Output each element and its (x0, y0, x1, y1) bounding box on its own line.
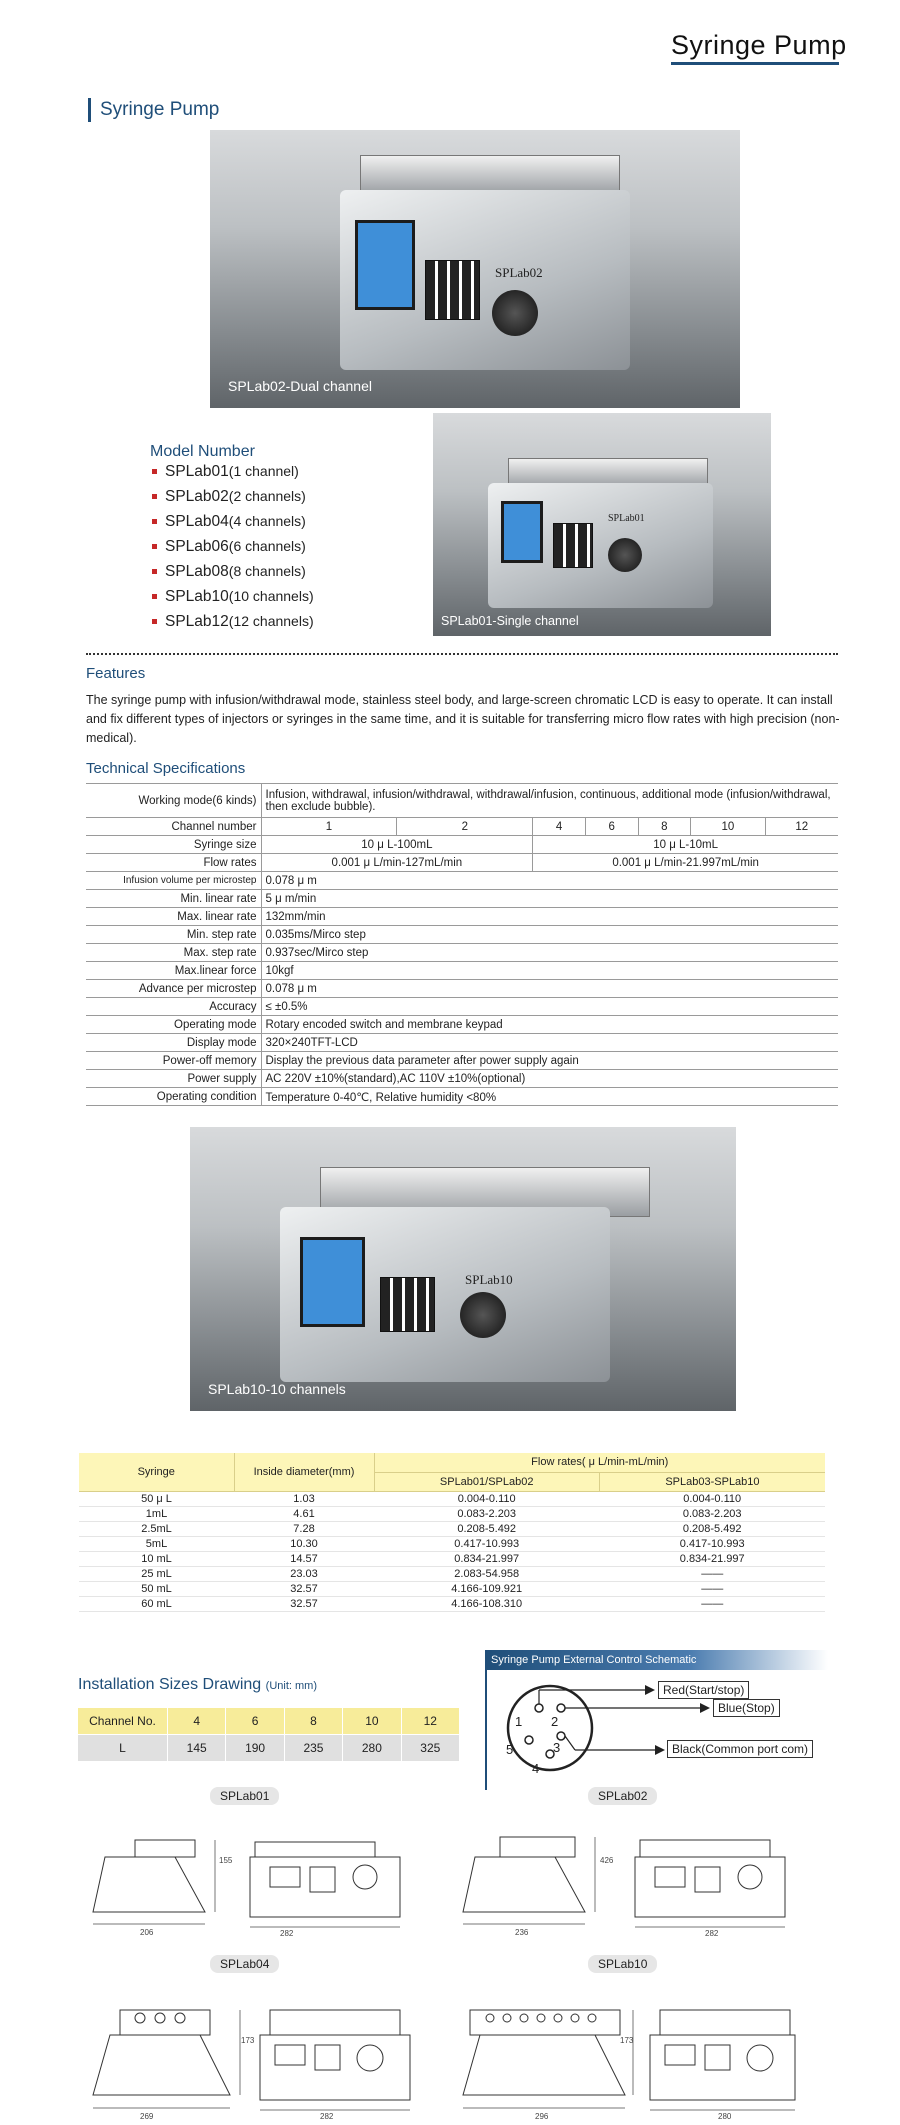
dimension-label: 206 (140, 1928, 154, 1937)
table-row: Power-off memory Display the previous data parameter after power supply again (86, 1052, 838, 1070)
table-row: Max. step rate 0.937sec/Mirco step (86, 944, 838, 962)
bullet-icon (152, 469, 157, 474)
drawing-splab04 (85, 1980, 420, 2120)
dimension-label: 426 (600, 1856, 614, 1865)
table-row: 60 mL 32.57 4.166-108.310 —— (79, 1596, 825, 1611)
pin-label: 4 (532, 1761, 540, 1776)
dotted-separator (86, 653, 838, 655)
lcd-screen (300, 1237, 365, 1327)
model-item: SPLab10(10 channels) (152, 588, 314, 606)
table-row: Min. step rate 0.035ms/Mirco step (86, 926, 838, 944)
lcd-screen (501, 501, 543, 563)
photo-single-channel (433, 413, 771, 636)
table-row: Operating mode Rotary encoded switch and membrane keypad (86, 1016, 838, 1034)
tech-specs-table (86, 783, 838, 1106)
pin-label: 2 (551, 1714, 559, 1729)
features-title: Features (86, 665, 146, 682)
table-row: Display mode 320×240TFT-LCD (86, 1034, 838, 1052)
title-underline (671, 62, 839, 65)
features-text: The syringe pump with infusion/withdrawal mode, stainless steel body, and large-screen chromatic LCD is easy to operate. It can install and fix different types of injectors or syringes in the same time, and it is suitable for transferring micro flow rates with high precision (non-medical). (86, 693, 840, 745)
table-row: Flow rates 0.001 μ L/min-127mL/min 0.001 μ L/min-21.997mL/min (86, 854, 838, 872)
installation-table (77, 1707, 460, 1762)
pin-label: 1 (515, 1714, 523, 1729)
page-title: Syringe Pump (671, 30, 847, 60)
device-brand: SPLab10 (465, 1272, 513, 1287)
section-bar (88, 98, 91, 122)
table-row: Power supply AC 220V ±10%(standard),AC 110V ±10%(optional) (86, 1070, 838, 1088)
table-row: Accuracy ≤ ±0.5% (86, 998, 838, 1016)
model-number-title: Model Number (150, 443, 255, 460)
photo-caption: SPLab01-Single channel (441, 614, 579, 628)
drawing-model-label: SPLab04 (210, 1955, 279, 1973)
table-row: Advance per microstep 0.078 μ m (86, 980, 838, 998)
bullet-icon (152, 519, 157, 524)
knob (608, 538, 642, 572)
dimension-label: 280 (718, 2112, 732, 2121)
wire-label-black: Black(Common port com) (667, 1740, 813, 1758)
dimension-label: 282 (280, 1929, 294, 1938)
dimension-label: 236 (515, 1928, 529, 1937)
flow-rate-table (79, 1453, 825, 1612)
drawing-model-label: SPLab01 (210, 1787, 279, 1805)
knob (492, 290, 538, 336)
photo-dual-channel (210, 130, 740, 408)
model-item: SPLab01(1 channel) (152, 463, 299, 481)
table-row: 1mL 4.61 0.083-2.203 0.083-2.203 (79, 1506, 825, 1521)
photo-caption: SPLab02-Dual channel (228, 378, 372, 394)
table-row: 5mL 10.30 0.417-10.993 0.417-10.993 (79, 1536, 825, 1551)
table-row: Infusion volume per microstep 0.078 μ m (86, 872, 838, 890)
dimension-label: 155 (219, 1856, 233, 1865)
table-row: 10 mL 14.57 0.834-21.997 0.834-21.997 (79, 1551, 825, 1566)
dimension-label: 282 (705, 1929, 719, 1938)
table-row: Working mode(6 kinds) Infusion, withdrawal, infusion/withdrawal, withdrawal/infusion, continuous, additional mode (infusion/withdrawal, then exclude bubble). (86, 784, 838, 818)
pin-label: 5 (506, 1742, 514, 1757)
dimension-label: 296 (535, 2112, 549, 2121)
keypad (380, 1277, 435, 1332)
bullet-icon (152, 494, 157, 499)
model-item: SPLab06(6 channels) (152, 538, 306, 556)
table-row: Min. linear rate 5 μ m/min (86, 890, 838, 908)
installation-title: Installation Sizes Drawing (Unit: mm) (78, 1676, 317, 1693)
knob (460, 1292, 506, 1338)
model-item: SPLab02(2 channels) (152, 488, 306, 506)
wire-label-blue: Blue(Stop) (713, 1699, 780, 1717)
dimension-label: 269 (140, 2112, 154, 2121)
bullet-icon (152, 594, 157, 599)
section-title: Syringe Pump (100, 99, 220, 120)
bullet-icon (152, 544, 157, 549)
syringe-rail (360, 155, 620, 195)
table-row: Channel number 1 2 4 6 8 10 12 (86, 818, 838, 836)
model-item: SPLab08(8 channels) (152, 563, 306, 581)
bullet-icon (152, 569, 157, 574)
dimension-label: 173 (241, 2036, 255, 2045)
table-row: Max.linear force 10kgf (86, 962, 838, 980)
photo-caption: SPLab10-10 channels (208, 1381, 346, 1397)
table-header-row: SPLab01/SPLab02 SPLab03-SPLab10 (79, 1472, 825, 1491)
photo-ten-channels (190, 1127, 736, 1411)
wire-label-red: Red(Start/stop) (658, 1681, 749, 1699)
table-row: Syringe size 10 μ L-100mL 10 μ L-10mL (86, 836, 838, 854)
keypad (425, 260, 480, 320)
model-item: SPLab12(12 channels) (152, 613, 314, 631)
tech-specs-title: Technical Specifications (86, 760, 246, 777)
device-brand: SPLab02 (495, 265, 543, 280)
table-row: Operating condition Temperature 0-40℃, Relative humidity <80% (86, 1088, 838, 1106)
keypad (553, 523, 593, 568)
model-item: SPLab04(4 channels) (152, 513, 306, 531)
table-header-row: Channel No. 4 6 8 10 12 (78, 1708, 460, 1735)
drawing-splab10 (455, 1980, 810, 2120)
table-row: 50 μ L 1.03 0.004-0.110 0.004-0.110 (79, 1491, 825, 1506)
table-row: L 145 190 235 280 325 (78, 1735, 460, 1762)
dimension-label: 173 (620, 2036, 634, 2045)
schematic-title: Syringe Pump External Control Schematic (485, 1650, 828, 1670)
pin-label: 3 (553, 1740, 561, 1755)
drawing-model-label: SPLab10 (588, 1955, 657, 1973)
drawing-model-label: SPLab02 (588, 1787, 657, 1805)
device-brand: SPLab01 (608, 513, 645, 524)
drawing-splab02 (455, 1812, 805, 1937)
table-row: 50 mL 32.57 4.166-109.921 —— (79, 1581, 825, 1596)
table-header-row: Syringe Inside diameter(mm) Flow rates( μ L/min-mL/min) (79, 1453, 825, 1472)
lcd-screen (355, 220, 415, 310)
bullet-icon (152, 619, 157, 624)
table-row: Max. linear rate 132mm/min (86, 908, 838, 926)
table-row: 2.5mL 7.28 0.208-5.492 0.208-5.492 (79, 1521, 825, 1536)
table-row: 25 mL 23.03 2.083-54.958 —— (79, 1566, 825, 1581)
drawing-splab01 (85, 1812, 420, 1937)
dimension-label: 282 (320, 2112, 334, 2121)
